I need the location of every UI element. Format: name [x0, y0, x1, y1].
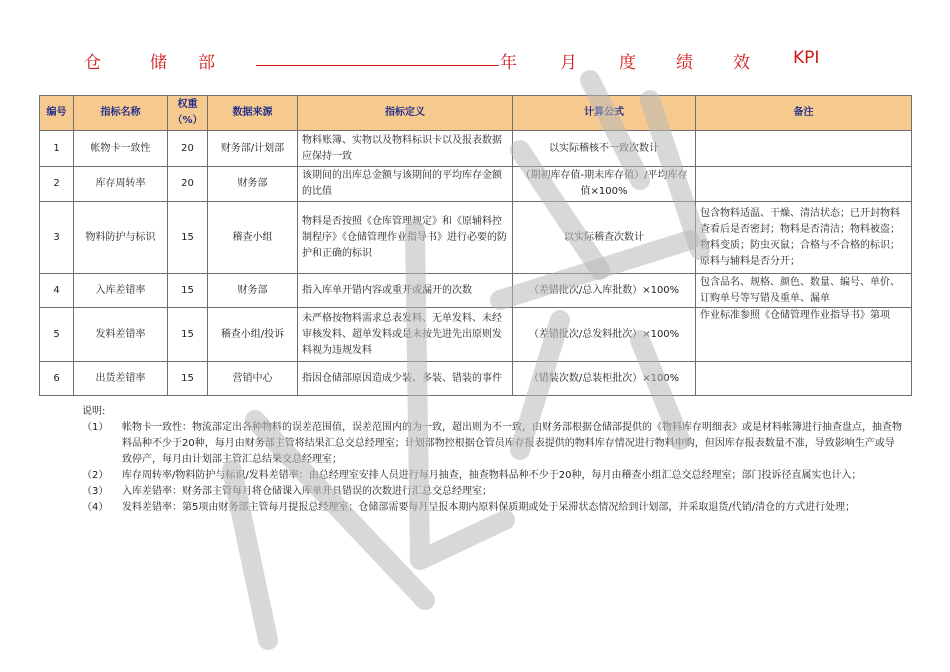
- header-no: 编号: [40, 96, 74, 131]
- cell-source: 营销中心: [208, 362, 298, 396]
- cell-definition: 物料账簿、实物以及物料标识卡以及报表数据应保持一致: [298, 131, 513, 167]
- cell-source: 财务部: [208, 274, 298, 308]
- cell-formula: 以实际稽核不一致次数计: [513, 131, 696, 167]
- cell-source: 稽查小组/投诉: [208, 308, 298, 362]
- cell-remark: 包含品名、规格、颜色、数量、编号、单价、订购单号等写错及重单、漏单: [696, 274, 912, 308]
- cell-source: 财务部: [208, 167, 298, 202]
- title-char-month: 月: [560, 53, 577, 73]
- header-source: 数据来源: [208, 96, 298, 131]
- table-row: [40, 274, 912, 308]
- notes-section: [82, 404, 902, 516]
- cell-name: 入库差错率: [74, 274, 168, 308]
- notes-heading: 说明:: [82, 406, 106, 417]
- cell-source: 稽查小组: [208, 202, 298, 274]
- cell-definition: 物料是否按照《仓库管理规定》和《原辅料控制程序》《仓储管理作业指导书》进行必要的防护和正确的标识: [298, 202, 513, 274]
- cell-definition: 该期间的出库总金额与该期间的平均库存金额的比值: [298, 167, 513, 202]
- table-row: [40, 131, 912, 167]
- cell-remark: 作业标准参照《仓储管理作业指导书》第项: [696, 308, 912, 362]
- page-title: [0, 44, 950, 74]
- cell-name: 出货差错率: [74, 362, 168, 396]
- cell-no: 2: [40, 167, 74, 202]
- cell-formula: 以实际稽查次数计: [513, 202, 696, 274]
- cell-source: 财务部/计划部: [208, 131, 298, 167]
- note-number: （3）: [82, 486, 109, 497]
- cell-weight: 15: [168, 362, 208, 396]
- cell-formula: （错装次数/总装柜批次）×100%: [513, 362, 696, 396]
- cell-no: 4: [40, 274, 74, 308]
- title-kpi: KPI: [793, 48, 820, 68]
- title-char-year: 年: [500, 53, 517, 73]
- note-text: 库存周转率/物料防护与标识/发料差错率：由总经理室安排人员进行每月抽查，抽查物料品种不少于20种，每月由稽查小组汇总交总经理室；部门投诉径直属实也计入；: [122, 470, 862, 481]
- title-char-xiao: 效: [733, 53, 750, 73]
- note-item: [82, 500, 902, 516]
- cell-weight: 15: [168, 274, 208, 308]
- cell-weight: 15: [168, 308, 208, 362]
- header-remark: 备注: [696, 96, 912, 131]
- cell-definition: 指因仓储部原因造成少装、多装、错装的事件: [298, 362, 513, 396]
- cell-definition: 指入库单开错内容或重开或漏开的次数: [298, 274, 513, 308]
- cell-remark: [696, 131, 912, 167]
- table-row: [40, 362, 912, 396]
- title-char-chu: 储: [150, 53, 167, 73]
- cell-remark: [696, 167, 912, 202]
- cell-formula: （差错批次/总发料批次）×100%: [513, 308, 696, 362]
- cell-remark: 包含物料适温、干燥、清洁状态；已开封物料查看后是否密封；物料是否清洁；物料被盗；物料变质；防虫灭鼠；合格与不合格的标识；原料与辅料是否分开；: [696, 202, 912, 274]
- note-item: [82, 484, 902, 500]
- header-formula: 计算公式: [513, 96, 696, 131]
- cell-name: 库存周转率: [74, 167, 168, 202]
- note-text: 发料差错率：第5项由财务部主管每月提报总经理室；仓储部需要每月呈报本期内原料保质期或处于呆滞状态情况给到计划部，并采取退货/代销/清仓的方式进行处理；: [122, 502, 856, 513]
- note-number: （1）: [82, 422, 109, 433]
- cell-no: 3: [40, 202, 74, 274]
- table-row: [40, 308, 912, 362]
- cell-weight: 20: [168, 131, 208, 167]
- cell-no: 1: [40, 131, 74, 167]
- cell-no: 6: [40, 362, 74, 396]
- note-number: （2）: [82, 470, 109, 481]
- cell-definition: 未严格按物料需求总表发料、无单发料、未经审核发料、超单发料或是未按先进先出原则发料视为违规发料: [298, 308, 513, 362]
- cell-name: 物料防护与标识: [74, 202, 168, 274]
- cell-weight: 15: [168, 202, 208, 274]
- cell-no: 5: [40, 308, 74, 362]
- cell-name: 帐物卡一致性: [74, 131, 168, 167]
- cell-weight: 20: [168, 167, 208, 202]
- title-char-bu: 部: [198, 53, 215, 73]
- table-row: [40, 202, 912, 274]
- note-item: [82, 420, 902, 468]
- table-row: [40, 167, 912, 202]
- note-number: （4）: [82, 502, 109, 513]
- header-weight: 权重（%）: [168, 96, 208, 131]
- title-char-degree: 度: [619, 53, 636, 73]
- title-char-ji: 绩: [676, 53, 693, 73]
- cell-remark: [696, 362, 912, 396]
- title-char-cang: 仓: [84, 53, 101, 73]
- cell-name: 发料差错率: [74, 308, 168, 362]
- year-blank-line: [256, 65, 499, 66]
- cell-formula: （期初库存值-期末库存值）/平均库存值×100%: [513, 167, 696, 202]
- note-item: [82, 468, 902, 484]
- table-header-row: [40, 96, 912, 131]
- note-text: 入库差错率：财务部主管每月将仓储课入库单开具错误的次数进行汇总交总经理室；: [122, 486, 492, 497]
- header-name: 指标名称: [74, 96, 168, 131]
- header-definition: 指标定义: [298, 96, 513, 131]
- kpi-table: [39, 95, 912, 396]
- cell-formula: （差错批次/总入库批数）×100%: [513, 274, 696, 308]
- note-text: 帐物卡一致性：物流部定出各种物料的误差范围值，误差范围内的为一致，超出则为不一致，由财务部根据仓储部提供的《物料库存明细表》或是材料帐簿进行抽查盘点，抽查物料品种不少于20种，每月由财务部主管将结果汇总交总经理室；计划部物控根据仓管员库存报表提供的物料库存情况进行物料申购，但因库存报表数量不准，导致影响生产或导致停产，每月由计划部主管汇总结果交总经理室；: [122, 422, 902, 465]
